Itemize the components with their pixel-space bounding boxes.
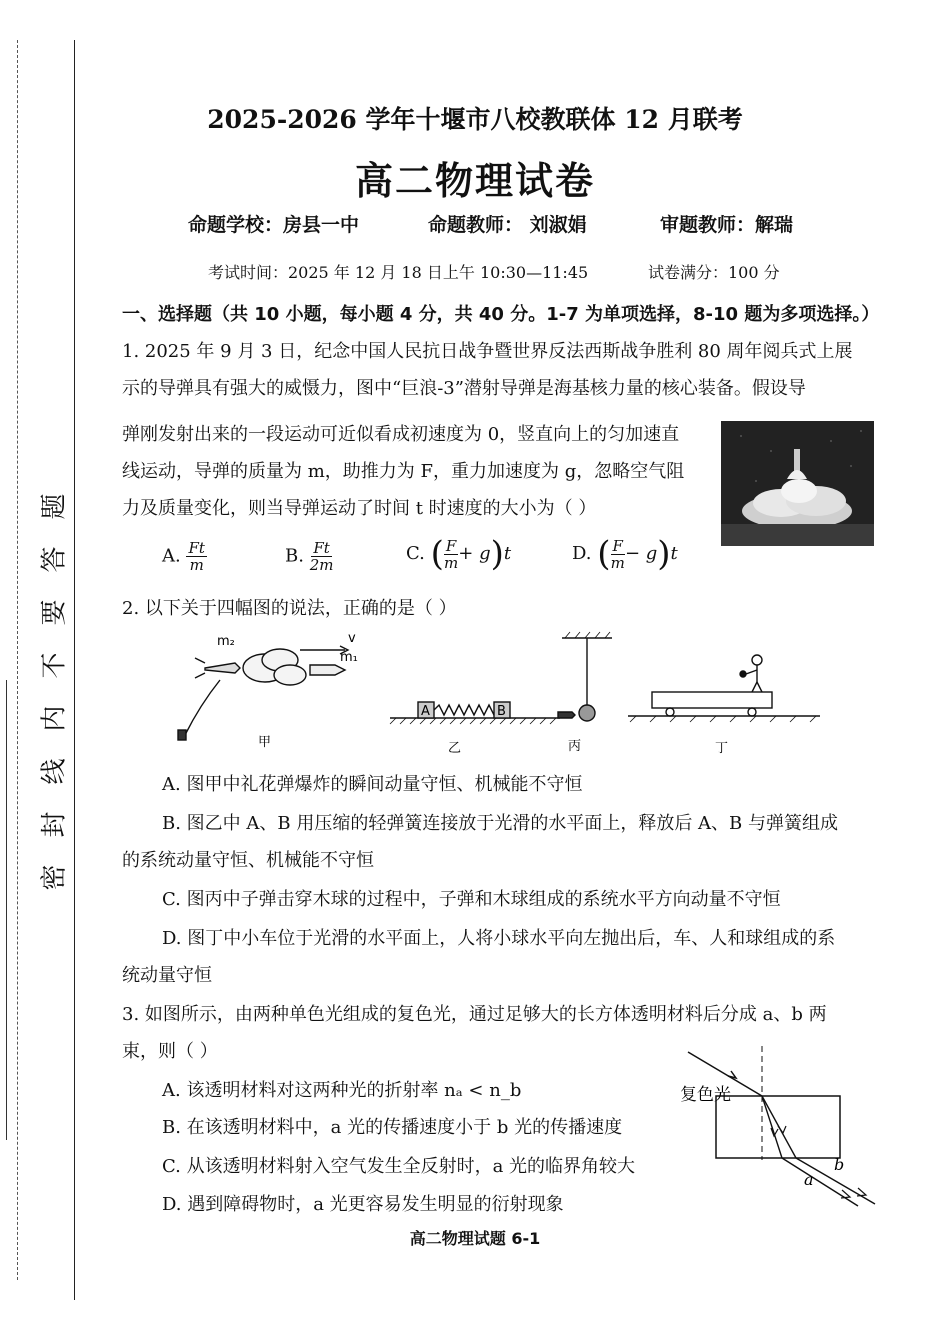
q3-option-b[interactable]: B. 在该透明材料中，a 光的传播速度小于 b 光的传播速度	[162, 1117, 623, 1138]
binding-blank-line	[6, 680, 7, 1140]
q1-line5: 力及质量变化，则当导弹运动了时间 t 时速度的大小为（ ）	[122, 498, 597, 519]
q2-figures	[160, 630, 880, 760]
q3-stem-line1: 3. 如图所示，由两种单色光组成的复色光，通过足够大的长方体透明材料后分成 a、b 两	[122, 1004, 827, 1025]
q1-option-c[interactable]: C. ( $\frac{F}{m}$ + g)t	[406, 534, 512, 574]
q3-option-d[interactable]: D. 遇到障碍物时，a 光更容易发生明显的衍射现象	[162, 1194, 564, 1215]
fraction-numerator: F	[612, 536, 623, 555]
q3-option-a[interactable]: A. 该透明材料对这两种光的折射率 nₐ < n_b	[162, 1080, 522, 1101]
seal-char: 答	[39, 546, 70, 573]
figure-jia	[178, 646, 348, 740]
q1-option-c-term: + g	[458, 543, 491, 564]
q1-option-d-label: D.	[572, 543, 592, 564]
fraction-denominator: 2m	[309, 556, 334, 574]
q2-option-d-cont: 统动量守恒	[122, 965, 212, 986]
q1-option-a-fraction	[186, 540, 206, 573]
q3-stem-line2: 束，则（ ）	[122, 1041, 218, 1062]
q1-option-a[interactable]	[162, 540, 207, 573]
seal-char: 内	[39, 705, 70, 732]
fig-v-label: v	[348, 631, 356, 646]
fig-label-bing: 丙	[568, 739, 582, 754]
q1-option-d-term: − g	[624, 543, 658, 564]
fraction-numerator: Ft	[313, 539, 330, 557]
q2-option-d[interactable]: D. 图丁中小车位于光滑的水平面上，人将小球水平向左抛出后，车、人和球组成的系	[162, 928, 836, 949]
full-score: 试卷满分：100 分	[648, 263, 780, 282]
fig-block-b-label: B	[497, 704, 506, 719]
q1-option-a-label: A.	[162, 545, 181, 567]
fig-label-yi: 乙	[448, 741, 462, 756]
fraction-denominator: m	[610, 553, 625, 572]
seal-char: 线	[39, 758, 70, 785]
q3-option-c[interactable]: C. 从该透明材料射入空气发生全反射时，a 光的临界角较大	[162, 1156, 636, 1177]
q2-option-b[interactable]: B. 图乙中 A、B 用压缩的轻弹簧连接放于光滑的水平面上，释放后 A、B 与弹簧组成	[162, 813, 839, 834]
fig-block-a-label: A	[421, 704, 430, 719]
binding-dashed-line	[17, 40, 18, 1280]
fig-label-ding: 丁	[715, 741, 729, 756]
q2-option-b-cont: 的系统动量守恒、机械能不守恒	[122, 850, 374, 871]
seal-text	[40, 480, 70, 904]
school-label: 命题学校：房县一中	[188, 214, 360, 236]
q1-option-b-label: B.	[285, 545, 304, 567]
q1-option-b-fraction	[310, 540, 334, 573]
q1-option-c-fraction	[444, 538, 458, 571]
q2-stem: 2. 以下关于四幅图的说法，正确的是（ ）	[122, 598, 457, 619]
seal-char: 封	[39, 811, 70, 838]
seal-char: 要	[39, 599, 70, 626]
fig-a-label: a	[804, 1170, 814, 1189]
fraction-denominator: m	[189, 556, 204, 574]
section-heading: 一、选择题（共 10 小题，每小题 4 分，共 40 分。1-7 为单项选择，8-10 题为多项选择。）	[122, 304, 880, 325]
fraction-denominator: m	[443, 553, 459, 572]
q1-option-d-fraction	[611, 538, 625, 571]
fig-label-jia: 甲	[258, 735, 272, 750]
q3-refraction-figure	[670, 1040, 885, 1220]
figure-ding	[628, 655, 820, 722]
seal-char: 密	[39, 864, 70, 891]
fig-light-label: 复色光	[680, 1085, 731, 1105]
q1-line2: 示的导弹具有强大的威慑力，图中“巨浪-3”潜射导弹是海基核力量的核心装备。假设导	[122, 378, 806, 399]
q1-option-c-time: t	[503, 543, 512, 564]
q1-option-d-time: t	[670, 543, 678, 564]
exam-time: 考试时间：2025 年 12 月 18 日上午 10:30—11:45	[208, 263, 589, 282]
figure-yi	[390, 702, 560, 724]
fig-m2-label: m₂	[217, 634, 235, 649]
seal-char: 不	[39, 652, 70, 679]
q1-line1: 1. 2025 年 9 月 3 日，纪念中国人民抗日战争暨世界反法西斯战争胜利 80 周年阅兵式上展	[122, 341, 853, 362]
fig-b-label: b	[834, 1155, 845, 1174]
fraction-numerator: F	[445, 536, 457, 555]
missile-launch-photo	[721, 421, 874, 546]
q2-option-a[interactable]: A. 图甲中礼花弹爆炸的瞬间动量守恒、机械能不守恒	[162, 774, 583, 795]
q1-line3: 弹刚发射出来的一段运动可近似看成初速度为 0，竖直向上的匀加速直	[122, 424, 680, 445]
paper-title: 高二物理试卷	[354, 159, 595, 203]
fraction-numerator: Ft	[188, 539, 205, 557]
seal-char: 题	[39, 493, 70, 520]
figure-bing	[558, 632, 612, 721]
fig-m1-label: m₁	[340, 650, 358, 665]
q1-option-b[interactable]	[285, 540, 333, 573]
q1-line4: 线运动，导弹的质量为 m，助推力为 F，重力加速度为 g，忽略空气阻	[122, 461, 685, 482]
q1-option-d[interactable]: D. ( $\frac{F}{m}$ − g)t	[572, 534, 678, 574]
teacher-label: 命题教师： 刘淑娟	[428, 214, 587, 236]
exam-title: 2025-2026 学年十堰市八校教联体 12 月联考	[207, 105, 743, 134]
q2-option-c[interactable]: C. 图丙中子弹击穿木球的过程中，子弹和木球组成的系统水平方向动量不守恒	[162, 889, 781, 910]
reviewer-label: 审题教师：解瑞	[660, 214, 794, 236]
q1-option-c-label: C.	[406, 543, 425, 564]
page-footer: 高二物理试题 6-1	[409, 1229, 541, 1248]
